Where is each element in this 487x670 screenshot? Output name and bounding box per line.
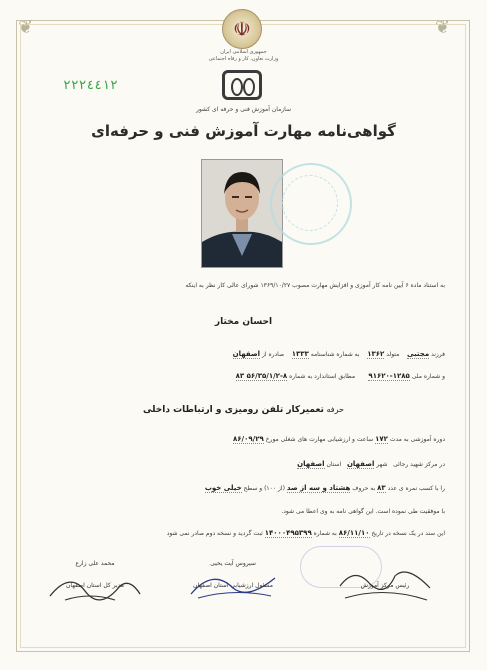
course-hours: ۱۷۲ (375, 435, 388, 443)
course-line-2: در مرکز شهید رجائی شهر اصفهان استان اصفهان (297, 460, 445, 468)
signatory-left-name: محمد علی زارع (75, 560, 115, 567)
national-emblem-icon: ☫ (222, 9, 262, 49)
organization-name: سازمان آموزش فنی و حرفه ای کشور (195, 106, 292, 113)
serial-number: ۲۲۲٤٤۱۲ (63, 78, 118, 93)
city: اصفهان (346, 460, 375, 468)
issued-place: اصفهان (232, 350, 261, 358)
signatory-left-title: مدیر کل استان اصفهان (65, 582, 124, 589)
province: اصفهان (297, 460, 325, 468)
corner-ornament-right: ❦ (435, 17, 451, 38)
grade-level: خیلی خوب (204, 484, 242, 492)
trade-line: حرفه تعمیرکار تلفن رومیزی و ارتباطات داخلی (143, 405, 344, 415)
signatory-right-title: رئیس مرکز آموزش (360, 582, 410, 589)
country-line-2: وزارت تعاون، کار و رفاه اجتماعی (208, 56, 279, 62)
country-line-1: جمهوری اسلامی ایران (220, 49, 267, 55)
trade-title: تعمیرکار تلفن رومیزی و ارتباطات داخلی (143, 405, 324, 415)
assessment-date: ۸۶/۰۹/۲۹ (233, 435, 264, 443)
corner-ornament-left: ❦ (18, 17, 34, 38)
score-number: ۸۳ (377, 484, 386, 492)
intro-text: به استناد ماده ۶ آیین نامه کار آموزی و افزایش مهارت مصوب ۱۳۶۹/۱۰/۲۷ شورای عالی کار نظر به اینکه (185, 282, 445, 289)
personal-info-line-1: فرزند مجتبی متولد ۱۳۶۲ به شماره شناسنامه ۱۳۳۳ صادره از اصفهان (232, 350, 445, 358)
signature-block-left (40, 556, 150, 626)
course-line-1: دوره آموزشی به مدت ۱۷۲ ساعت و ارزشیابی مهارت های شغلی مورخ ۸۶/۰۹/۲۹ (233, 435, 445, 443)
personal-info-line-2: و شماره ملی ۱۲۸۵-۹۱۶۲۰ مطابق استاندارد به شماره ۸-۵۶/۳۵/۱/۲ ۸۳ (235, 372, 445, 380)
course-line-5: این سند در یک نسخه در تاریخ ۸۶/۱۱/۱۰ به شماره ۱۴۰۰۰۴۹۵۳۹۹ ثبت گردید و نسخه دوم صادر نمی شود (166, 529, 445, 537)
official-stamp (270, 163, 352, 245)
signature-block-right (330, 556, 440, 626)
signature-area (40, 556, 450, 626)
course-line-4: با موفقیت طی نموده است. این گواهی نامه به وی اعطا می شود. (281, 508, 445, 515)
signatory-middle-title: مسئول ارزشیابی استان اصفهان (193, 582, 273, 589)
certificate-title: گواهی‌نامه مهارت آموزش فنی و حرفه‌ای (91, 122, 396, 140)
issue-date: ۸۶/۱۱/۱۰ (338, 529, 370, 537)
score-words: هشتاد و سه از صد (286, 484, 351, 492)
id-number: ۱۳۳۳ (291, 350, 309, 358)
birth-year: ۱۳۶۲ (367, 350, 385, 358)
national-code: ۱۲۸۵-۹۱۶۲۰ (368, 372, 410, 380)
organization-logo-icon (222, 70, 262, 100)
father-name: مجتبی (406, 350, 430, 358)
inner-border (20, 24, 466, 648)
signatory-middle-name: سیروس آیت یحیی (210, 560, 256, 567)
document-number: ۱۴۰۰۰۴۹۵۳۹۹ (264, 529, 312, 537)
holder-name: احسان مختار (214, 317, 273, 327)
signature-block-middle (178, 556, 288, 626)
standard-number: ۸-۵۶/۳۵/۱/۲ ۸۳ (235, 372, 288, 380)
course-line-3: را با کسب نمره ی عدد ۸۳ به حروف هشتاد و سه از صد (از ۱۰۰) و سطح خیلی خوب (204, 484, 445, 492)
